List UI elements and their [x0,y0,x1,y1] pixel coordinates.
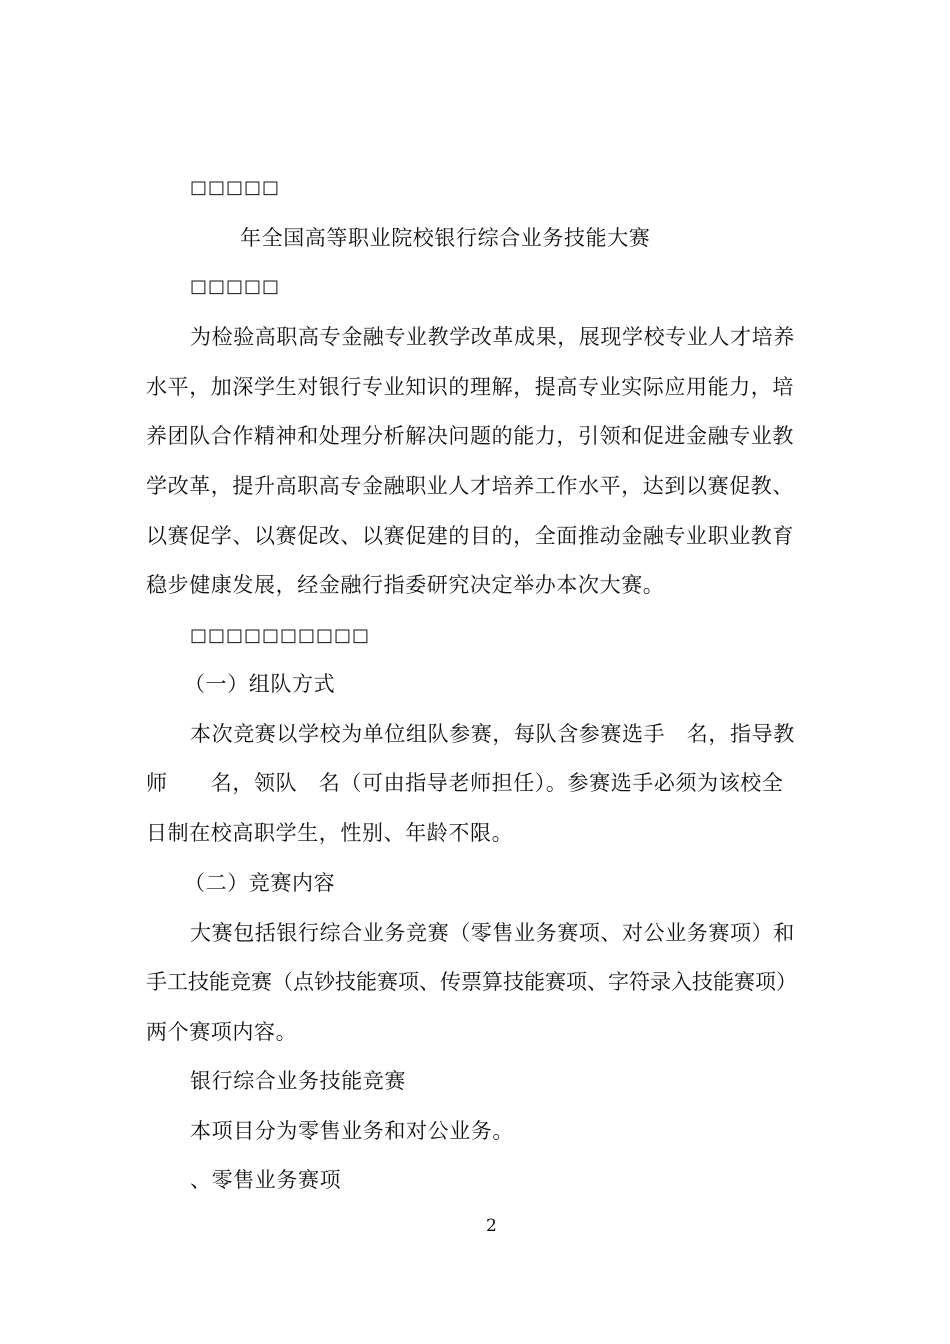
subsection-title: 银行综合业务技能竞赛 [190,1069,406,1093]
page-number: 2 [486,1216,497,1236]
section1-line-3: 日制在校高职学生，性别、年龄不限。 [146,821,514,845]
intro-line-2: 水平，加深学生对银行专业知识的理解，提高专业实际应用能力，培 [146,375,794,399]
intro-line-3: 养团队合作精神和处理分析解决问题的能力，引领和促进金融专业教 [146,424,794,448]
intro-line-5: 以赛促学、以赛促改、以赛促建的目的，全面推动金融专业职业教育 [146,524,794,548]
subsection-line: 本项目分为零售业务和对公业务。 [190,1119,514,1143]
section-title-content: （二）竞赛内容 [184,871,336,895]
section-title-team: （一）组队方式 [184,672,336,696]
section2-line-2: 手工技能竞赛（点钞技能赛项、传票算技能赛项、字符录入技能赛项） [146,970,797,994]
intro-line-1: 为检验高职高专金融专业教学改革成果，展现学校专业人才培养 [190,325,795,349]
garbled-heading-1: □□□□□ [190,177,281,198]
intro-line-4: 学改革，提升高职高专金融职业人才培养工作水平，达到以赛促教、 [146,474,794,498]
garbled-heading-3: □□□□□□□□□□ [190,625,371,646]
section1-line-1: 本次竞赛以学校为单位组队参赛，每队含参赛选手 名，指导教 [190,722,795,746]
intro-line-6: 稳步健康发展，经金融行指委研究决定举办本次大赛。 [146,573,665,597]
section2-line-1: 大赛包括银行综合业务竞赛（零售业务赛项、对公业务赛项）和 [190,921,795,945]
garbled-heading-2: □□□□□ [190,276,281,297]
section1-line-2: 师 名，领队 名（可由指导老师担任）。参赛选手必须为该校全 [146,771,784,795]
item-title-retail: 、零售业务赛项 [190,1168,342,1192]
document-title: 年全国高等职业院校银行综合业务技能大赛 [240,226,651,250]
section2-line-3: 两个赛项内容。 [146,1020,298,1044]
